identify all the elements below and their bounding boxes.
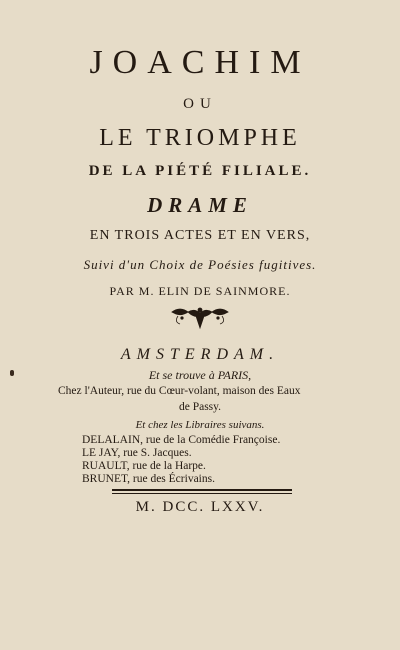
conjunction-ou: OU [183,96,217,112]
author-line: PAR M. ELIN DE SAINMORE. [109,284,291,298]
acts-line: EN TROIS ACTES ET EN VERS, [89,228,311,243]
genre-heading: DRAME [147,193,253,217]
ink-spot [10,370,14,376]
bookseller-line: BRUNET, rue des Écrivains. [82,473,215,485]
double-rule-top [112,489,292,491]
bookseller-line: DELALAIN, rue de la Comédie Françoise. [82,434,281,446]
main-title: JOACHIM [89,44,311,81]
booksellers-intro: Et chez les Libraires suivans. [135,419,265,431]
fleuron-ornament-icon [168,304,232,330]
subtitle-line-1: LE TRIOMPHE [99,125,301,151]
imprint-city: AMSTERDAM. [120,346,280,363]
bookseller-line: RUAULT, rue de la Harpe. [82,460,206,472]
double-rule-bottom [112,493,292,494]
bookseller-line: LE JAY, rue S. Jacques. [82,447,192,459]
author-address-line-1: Chez l'Auteur, rue du Cœur-volant, maison des Eaux [58,385,301,397]
author-address-line-2: de Passy. [178,401,222,413]
imprint-found-at: Et se trouve à PARIS, [148,368,252,382]
followed-by-line: Suivi d'un Choix de Poésies fugitives. [83,257,317,272]
imprint-date: M. DCC. LXXV. [135,499,265,515]
subtitle-line-2: DE LA PIÉTÉ FILIALE. [88,163,312,179]
